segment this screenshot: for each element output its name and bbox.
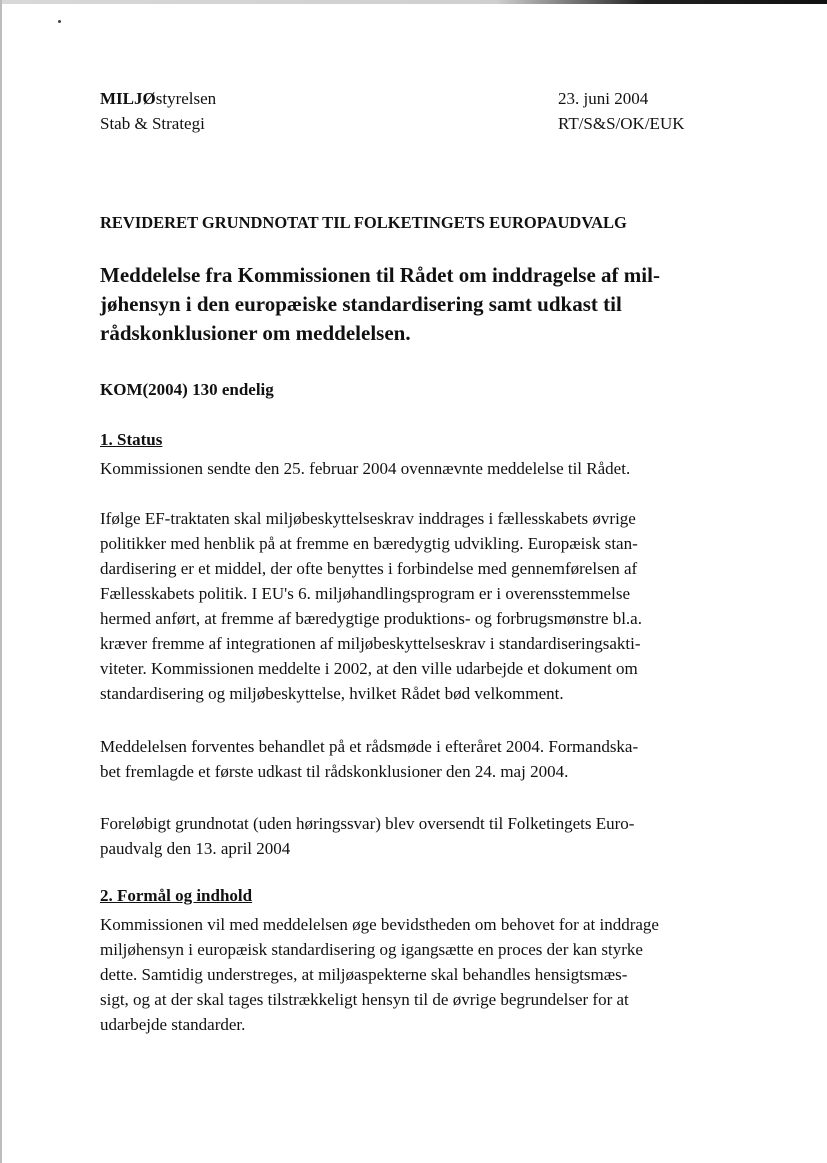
- text-line: bet fremlagde et første udkast til rådskonklusioner den 24. maj 2004.: [100, 762, 569, 781]
- text-line: Foreløbigt grundnotat (uden høringssvar) blev oversendt til Folketingets Euro-: [100, 814, 635, 833]
- text-line: Kommissionen vil med meddelelsen øge bevidstheden om behovet for at inddrage: [100, 915, 659, 934]
- document-title: [100, 261, 740, 348]
- text-line: Kommissionen sendte den 25. februar 2004 ovennævnte meddelelse til Rådet.: [100, 459, 631, 478]
- text-line: Ifølge EF-traktaten skal miljøbeskyttelseskrav inddrages i fællesskabets øvrige: [100, 509, 636, 528]
- text-line: Fællesskabets politik. I EU's 6. miljøhandlingsprogram er i overensstemmelse: [100, 584, 630, 603]
- title-line: Meddelelse fra Kommissionen til Rådet om inddragelse af mil-: [100, 263, 660, 287]
- text-line: viteter. Kommissionen meddelte i 2002, at den ville udarbejde et dokument om: [100, 659, 638, 678]
- text-line: sigt, og at der skal tages tilstrækkeligt hensyn til de øvrige begrundelser for at: [100, 990, 629, 1009]
- document-reference: RT/S&S/OK/EUK: [558, 114, 685, 133]
- title-line: rådskonklusioner om meddelelsen.: [100, 321, 411, 345]
- paragraph: [100, 912, 740, 1037]
- text-line: udarbejde standarder.: [100, 1015, 246, 1034]
- section-title-status: 1. Status: [100, 430, 163, 449]
- section-title-purpose: 2. Formål og indhold: [100, 886, 253, 905]
- paragraph: [100, 456, 740, 481]
- text-line: dette. Samtidig understreges, at miljøaspekterne skal behandles hensigtsmæs-: [100, 965, 628, 984]
- text-line: kræver fremme af integrationen af miljøbeskyttelseskrav i standardiseringsakti-: [100, 634, 641, 653]
- letterhead-right: [558, 86, 685, 136]
- scan-top-edge: [0, 0, 827, 4]
- text-line: politikker med henblik på at fremme en bæredygtig udvikling. Europæisk stan-: [100, 534, 638, 553]
- document-date: 23. juni 2004: [558, 89, 649, 108]
- title-line: jøhensyn i den europæiske standardisering samt udkast til: [100, 292, 622, 316]
- document-heading: REVIDERET GRUNDNOTAT TIL FOLKETINGETS EUROPAUDVALG: [100, 213, 627, 232]
- scan-left-edge: [0, 0, 2, 1163]
- text-line: paudvalg den 13. april 2004: [100, 839, 291, 858]
- text-line: dardisering er et middel, der ofte benyttes i forbindelse med gennemførelsen af: [100, 559, 638, 578]
- text-line: Meddelelsen forventes behandlet på et rådsmøde i efteråret 2004. Formandska-: [100, 737, 639, 756]
- text-line: miljøhensyn i europæisk standardisering og igangsætte en proces der kan styrke: [100, 940, 643, 959]
- organization-name-bold: MILJØ: [100, 89, 156, 108]
- letterhead-left: [100, 86, 216, 136]
- paragraph: [100, 506, 740, 706]
- paragraph: [100, 811, 740, 861]
- organization-name: [100, 86, 216, 111]
- text-line: hermed anført, at fremme af bæredygtige produktions- og forbrugsmønstre bl.a.: [100, 609, 642, 628]
- paragraph: [100, 734, 740, 784]
- department: Stab & Strategi: [100, 114, 205, 133]
- com-reference: KOM(2004) 130 endelig: [100, 380, 274, 399]
- organization-name-rest: styrelsen: [155, 89, 217, 108]
- text-line: standardisering og miljøbeskyttelse, hvilket Rådet bød velkomment.: [100, 684, 564, 703]
- scan-speck: [58, 20, 61, 23]
